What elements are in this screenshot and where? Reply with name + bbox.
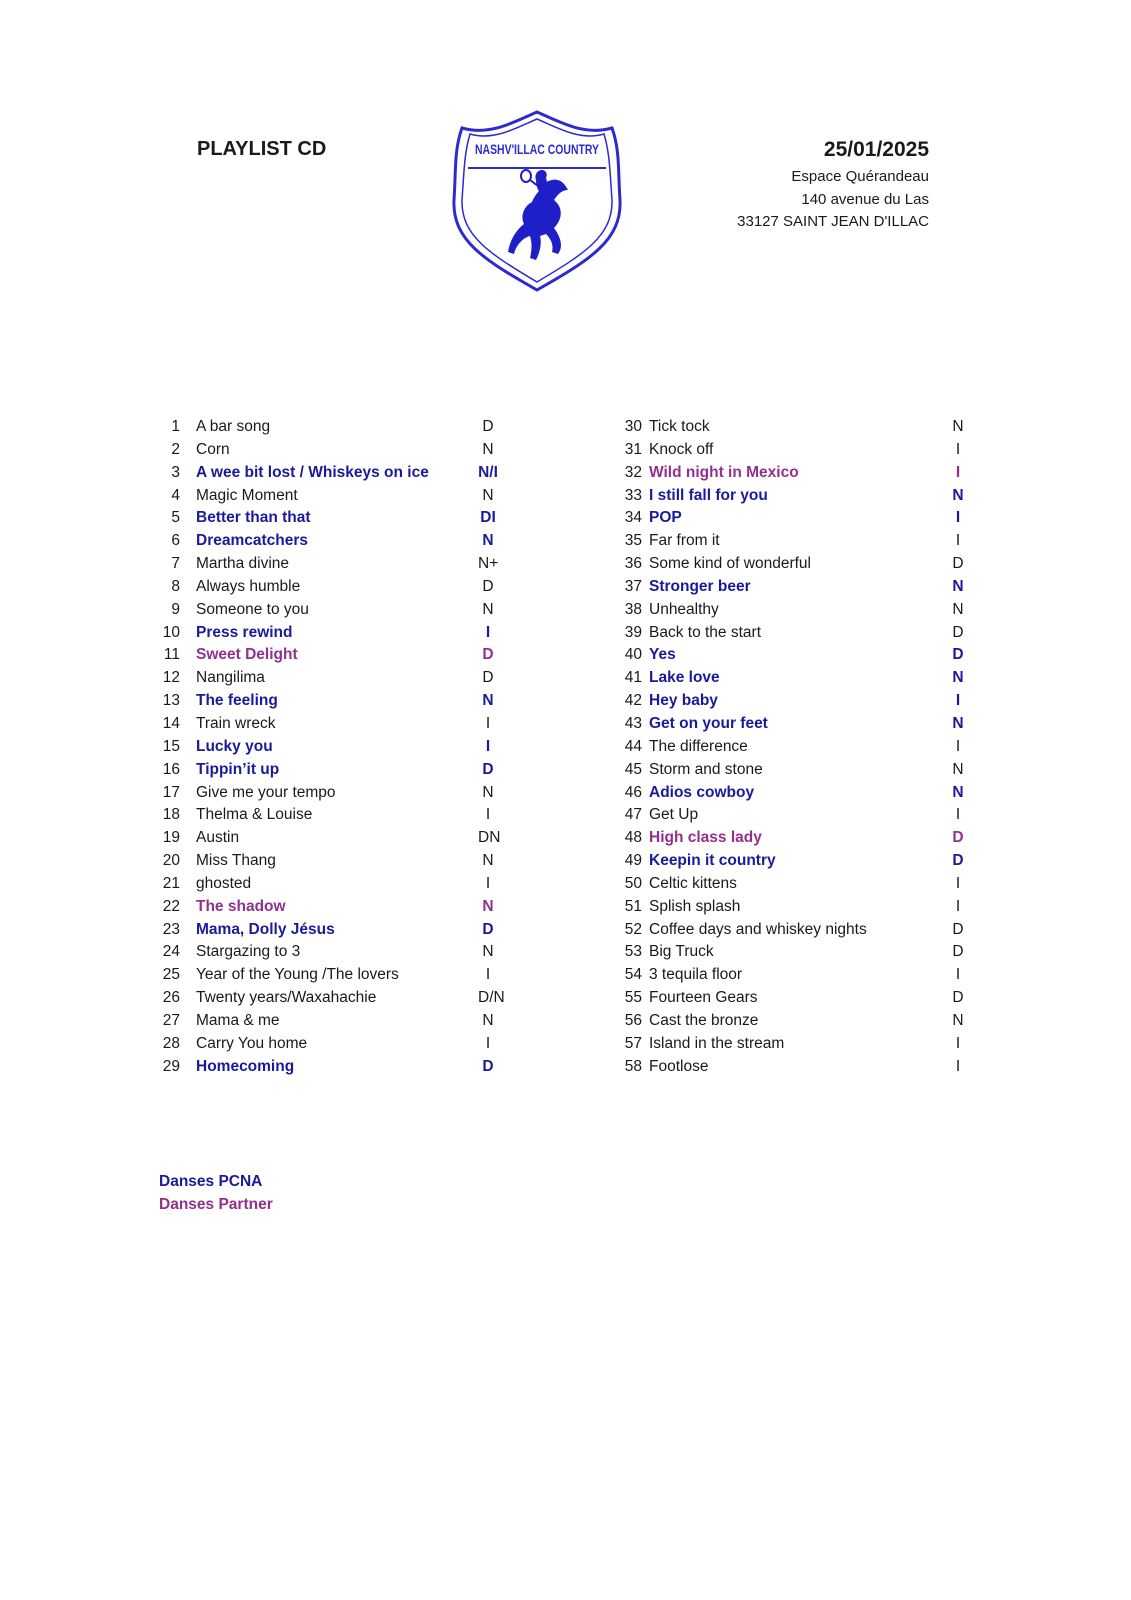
song-title: Nangilima — [196, 669, 265, 687]
song-number: 15 — [162, 737, 180, 755]
page-title: PLAYLIST CD — [197, 138, 327, 160]
dance-level-code: D — [482, 920, 494, 938]
song-number: 40 — [624, 646, 642, 664]
dance-level-code: N — [952, 1011, 964, 1029]
song-number: 6 — [171, 532, 180, 550]
song-title: Always humble — [196, 577, 301, 595]
dance-level-code: DI — [480, 509, 496, 527]
dance-level-code: D — [482, 646, 494, 664]
dance-level-code: I — [485, 623, 491, 641]
song-title: Storm and stone — [649, 760, 763, 778]
song-number: 33 — [624, 486, 642, 504]
dance-level-code: I — [485, 806, 491, 824]
song-title: High class lady — [649, 829, 762, 847]
dance-level-code: I — [485, 737, 491, 755]
dance-level-code: D — [952, 943, 964, 961]
song-title: Back to the start — [649, 623, 761, 641]
song-title: Yes — [649, 646, 676, 664]
song-title: Year of the Young /The lovers — [196, 966, 399, 984]
dance-level-code: N — [482, 440, 494, 458]
song-number: 20 — [162, 852, 180, 870]
song-number: 19 — [162, 829, 180, 847]
song-title: Stargazing to 3 — [196, 943, 301, 961]
song-title: Twenty years/Waxahachie — [196, 989, 377, 1007]
song-number: 48 — [624, 829, 642, 847]
song-number: 13 — [162, 692, 180, 710]
event-date: 25/01/2025 — [823, 138, 929, 161]
song-title: Give me your tempo — [196, 783, 336, 801]
song-number: 39 — [624, 623, 642, 641]
dance-level-code: N — [952, 669, 964, 687]
song-title: Coffee days and whiskey nights — [649, 920, 867, 938]
song-title: The feeling — [196, 692, 278, 710]
dance-level-code: N — [952, 600, 964, 618]
song-title: Someone to you — [196, 600, 309, 618]
song-title: A wee bit lost / Whiskeys on ice — [196, 463, 429, 481]
song-title: Train wreck — [196, 714, 276, 732]
song-number: 32 — [624, 463, 642, 481]
dance-level-code: D — [952, 829, 964, 847]
address-line: 33127 SAINT JEAN D'ILLAC — [737, 213, 929, 230]
song-number: 25 — [162, 966, 180, 984]
song-number: 53 — [624, 943, 642, 961]
song-number: 7 — [171, 555, 180, 573]
song-title: Sweet Delight — [196, 646, 298, 664]
song-title: Unhealthy — [649, 600, 719, 618]
song-title: Magic Moment — [196, 486, 298, 504]
dance-level-code: N — [952, 783, 964, 801]
dance-level-code: N — [952, 714, 964, 732]
dance-level-code: N — [482, 486, 494, 504]
song-number: 51 — [624, 897, 642, 915]
legend — [159, 1170, 273, 1216]
song-title: Mama, Dolly Jésus — [196, 920, 335, 938]
song-number: 44 — [624, 737, 642, 755]
song-title: Keepin it country — [649, 852, 776, 870]
song-number: 18 — [162, 806, 180, 824]
song-number: 22 — [162, 897, 180, 915]
song-title: Adios cowboy — [649, 783, 755, 801]
song-title: Austin — [196, 829, 240, 847]
dance-level-code: I — [485, 1034, 491, 1052]
song-number: 8 — [171, 577, 180, 595]
song-number: 21 — [162, 874, 180, 892]
dance-level-code: D — [482, 760, 494, 778]
dance-level-code: I — [955, 737, 961, 755]
dance-level-code: D — [952, 646, 964, 664]
address-line: Espace Quérandeau — [791, 168, 929, 185]
song-number: 29 — [162, 1057, 180, 1075]
song-number: 23 — [162, 920, 180, 938]
dance-level-code: N/I — [478, 463, 498, 481]
song-number: 55 — [624, 989, 642, 1007]
dance-level-code: D — [952, 623, 964, 641]
song-title: Some kind of wonderful — [649, 555, 811, 573]
song-number: 43 — [624, 714, 642, 732]
song-number: 12 — [162, 669, 180, 687]
song-number: 41 — [624, 669, 642, 687]
song-number: 36 — [624, 555, 642, 573]
song-title: Stronger beer — [649, 577, 751, 595]
song-number: 14 — [162, 714, 180, 732]
song-number: 42 — [624, 692, 642, 710]
legend-pcna: Danses PCNA — [159, 1173, 263, 1190]
dance-level-code: N — [952, 418, 964, 435]
song-number: 5 — [171, 509, 180, 527]
song-title: Lake love — [649, 669, 720, 687]
song-number: 30 — [624, 418, 642, 435]
song-title: Cast the bronze — [649, 1011, 759, 1029]
song-number: 49 — [624, 852, 642, 870]
song-title: The difference — [649, 737, 748, 755]
song-title: Get Up — [649, 806, 699, 824]
song-title: Corn — [196, 440, 230, 458]
dance-level-code: I — [955, 897, 961, 915]
song-title: Martha divine — [196, 555, 290, 573]
song-title: Mama & me — [196, 1011, 280, 1029]
dance-level-code: I — [955, 532, 961, 550]
song-number: 52 — [624, 920, 642, 938]
song-title: Dreamcatchers — [196, 532, 309, 550]
song-number: 24 — [162, 943, 180, 961]
song-title: Far from it — [649, 532, 720, 550]
legend-partner: Danses Partner — [159, 1196, 273, 1213]
dance-level-code: I — [485, 714, 491, 732]
dance-level-code: N — [482, 852, 494, 870]
song-number: 4 — [171, 486, 180, 504]
song-number: 10 — [162, 623, 180, 641]
song-title: Celtic kittens — [649, 874, 737, 892]
dance-level-code: N — [952, 760, 964, 778]
dance-level-code: D — [952, 989, 964, 1007]
song-title: Knock off — [649, 440, 714, 458]
song-title: Splish splash — [649, 897, 741, 915]
song-number: 2 — [171, 440, 180, 458]
song-title: Fourteen Gears — [649, 989, 758, 1007]
song-title: Lucky you — [196, 737, 273, 755]
song-number: 38 — [624, 600, 642, 618]
song-number: 31 — [624, 440, 642, 458]
song-number: 50 — [624, 874, 642, 892]
dance-level-code: D — [482, 577, 494, 595]
dance-level-code: N — [482, 600, 494, 618]
dance-level-code: D — [952, 555, 964, 573]
dance-level-code: N — [482, 1011, 494, 1029]
song-number: 57 — [624, 1034, 642, 1052]
dance-level-code: I — [955, 463, 961, 481]
song-title: Tippin’it up — [196, 760, 280, 778]
song-title: Big Truck — [649, 943, 714, 961]
song-number: 37 — [624, 577, 642, 595]
song-title: Footlose — [649, 1057, 709, 1075]
song-number: 11 — [163, 646, 180, 664]
song-title: Miss Thang — [196, 852, 276, 870]
dance-level-code: I — [955, 966, 961, 984]
song-title: ghosted — [196, 874, 252, 892]
song-number: 47 — [624, 806, 642, 824]
dance-level-code: I — [485, 874, 491, 892]
dance-level-code: I — [955, 1057, 961, 1075]
logo-text: NASHV'ILLAC COUNTRY — [475, 141, 600, 157]
song-number: 16 — [162, 760, 180, 778]
song-number: 54 — [624, 966, 642, 984]
dance-level-code: I — [955, 509, 961, 527]
song-title: I still fall for you — [649, 486, 768, 504]
song-title: Island in the stream — [649, 1034, 785, 1052]
dance-level-code: D/N — [478, 989, 505, 1007]
song-title: Thelma & Louise — [196, 806, 313, 824]
song-title: Carry You home — [196, 1034, 308, 1052]
song-number: 26 — [162, 989, 180, 1007]
dance-level-code: D — [482, 669, 494, 687]
address-line: 140 avenue du Las — [801, 190, 929, 208]
dance-level-code: I — [955, 440, 961, 458]
dance-level-code: N — [952, 577, 964, 595]
song-number: 3 — [171, 463, 180, 481]
dance-level-code: D — [952, 920, 964, 938]
song-title: 3 tequila floor — [649, 966, 743, 984]
dance-level-code: I — [955, 1034, 961, 1052]
dance-level-code: D — [952, 852, 964, 870]
song-number: 56 — [624, 1011, 642, 1029]
song-title: Get on your feet — [649, 714, 768, 732]
song-number: 28 — [162, 1034, 180, 1052]
song-title: Hey baby — [649, 692, 718, 710]
dance-level-code: D — [482, 418, 494, 435]
song-number: 35 — [624, 532, 642, 550]
song-number: 1 — [171, 418, 180, 435]
dance-level-code: D — [482, 1057, 494, 1075]
song-title: Press rewind — [196, 623, 293, 641]
dance-level-code: N — [482, 783, 494, 801]
song-number: 27 — [162, 1011, 180, 1029]
song-number: 46 — [624, 783, 642, 801]
song-number: 45 — [624, 760, 642, 778]
song-number: 9 — [171, 600, 180, 618]
song-title: A bar song — [196, 418, 271, 435]
dance-level-code: N — [482, 532, 494, 550]
dance-level-code: N — [952, 486, 964, 504]
song-title: Better than that — [196, 509, 311, 527]
venue-address — [737, 166, 929, 234]
dance-level-code: N — [482, 897, 494, 915]
song-number: 17 — [162, 783, 180, 801]
song-number: 58 — [624, 1057, 642, 1075]
dance-level-code: I — [485, 966, 491, 984]
dance-level-code: I — [955, 806, 961, 824]
song-title: Tick tock — [649, 418, 710, 435]
dance-level-code: I — [955, 874, 961, 892]
dance-level-code: N — [482, 943, 494, 961]
club-logo — [450, 110, 624, 293]
song-title: Wild night in Mexico — [649, 463, 799, 481]
dance-level-code: N+ — [478, 555, 499, 573]
dance-level-code: N — [482, 692, 494, 710]
dance-level-code: I — [955, 692, 961, 710]
song-number: 34 — [624, 509, 642, 527]
song-title: Homecoming — [196, 1057, 295, 1075]
song-title: POP — [649, 509, 682, 527]
dance-level-code: DN — [478, 829, 501, 847]
song-title: The shadow — [196, 897, 286, 915]
